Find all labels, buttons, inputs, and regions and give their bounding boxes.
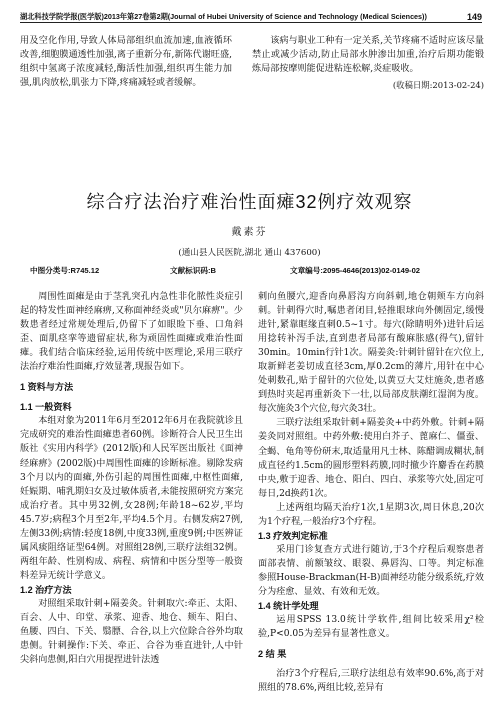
clc-number: 中图分类号:R745.12 [30,266,100,275]
received-date: (收稿日期:2013-02-24) [392,80,484,91]
body-left-column [20,290,243,667]
subsection-heading: 1.2 治疗方法 [20,584,72,595]
running-header [20,6,482,23]
previous-article-text-left: 用及空化作用,导致人体局部组织血流加速,血液循环改善,细胞膜通透性加强,离子重新分布,新陈代谢旺盛,组织中氢离子浓度减轻,酶活性加强,组织再生能力加强,肌肉放松,肌张力下降,疼痛减轻或者缓解。 [20,36,232,89]
body-paragraph: 刺向鱼腰穴,迎香向鼻唇沟方向斜刺,地仓朝颊车方向斜刺。针刺得穴时,嘱患者闭目,轻推眼球向外侧固定,缓慢进针,紧靠眶缘直刺0.5~1寸。每穴(除睛明外)进针后运用捻转补泻手法,直到患者局部有酸麻胀感(得气),留针30min。10min行针1次。隔姜灸:针刺针留针在穴位上,取新鲜老姜切成直径3cm,厚0.2cm的薄片,用针在中心处刺数孔,贴于留针的穴位处,以黄豆大艾炷施灸,患者感到热时夹起再重新灸下一壮,以局部皮肤潮红湿润为度。每次施灸3个穴位,每穴灸3壮。 [258,292,484,415]
body-paragraph: 治疗3个疗程后,三联疗法组总有效率90.6%,高于对照组的78.6%,两组比较,差异有 [258,669,484,694]
previous-article-text-right: 该病与职业工种有一定关系,关节疼痛不适时应该尽量禁止或减少活动,防止局部水肿渗出加重,治疗后期功能锻炼局部按摩则能促进粘连松解,炎症吸收。 [252,36,484,75]
author: 戴素芬 [231,227,268,238]
body-paragraph: 采用门诊复查方式进行随访,于3个疗程后观察患者面部表情、前额皱纹、眼裂、鼻唇沟、口等。判定标准参照House-Brackman(H-B)面神经功能分级系统,疗效分为痊愈、显效、有效和无效。 [258,544,484,597]
page-number: 149 [466,12,482,22]
article-metadata [30,265,490,276]
section-heading: 2 结 果 [258,649,287,660]
body-paragraph: 运用SPSS 13.0统计学软件,组间比较采用χ²检验,P<0.05为差异有显著性意义。 [258,615,484,640]
body-paragraph: 对照组采取针刺+隔姜灸。针刺取穴:牵正、太阳、百会、人中、印堂、承浆、迎香、地仓、颊车、阳白、鱼腰、四白、下关、翳膘、合谷,以上穴位除合谷外均取患侧。针刺操作:下关、牵正、合谷为垂直进针,人中针尖斜向患侧,阳白穴用提捏进针法透 [20,598,243,666]
previous-article-left-column [20,34,232,90]
section-heading: 1 资料与方法 [20,382,74,393]
body-paragraph: 上述两组均隔天治疗1次,1星期3次,周日休息,20次为1个疗程,一般治疗3个疗程。 [258,502,484,527]
article-number: 文章编号:2095-4646(2013)02-0149-02 [290,266,421,275]
previous-article-right-column [252,34,484,92]
subsection-heading: 1.4 统计学处理 [258,601,319,612]
body-paragraph: 本组对象为2011年6月至2012年6月在我院就诊且完成研究的难治性面瘫患者60例。诊断符合人民卫生出版社《实用内科学》(2012版)和人民军医出版社《面神经麻痹》(2002版)中周围性面瘫的诊断标准。剔除发病3个月以内的面瘫,外伤引起的周围性面瘫,中枢性面瘫,妊娠期、哺乳期妇女及过敏体质者,未能按照研究方案完成治疗者。其中男32例,女28例;年龄18~62岁,平均45.7岁;病程3个月至2年,平均4.5个月。右侧发病27例,左侧33例;病情:轻度18例,中度33例,重度9例;中医辨证属风痰阻络证型64例。对照组28例,三联疗法组32例。两组年龄、性别构成、病程、病情和中医分型等一般资料差异无统计学意义。 [20,416,243,581]
subsection-heading: 1.3 疗效判定标准 [258,530,328,541]
body-paragraph: 三联疗法组采取针刺+隔姜灸+中药外敷。针刺+隔姜灸同对照组。中药外敷:使用白芥子、蓖麻仁、僵蚕、全蝎、龟角等份研末,取适量用凡士林、陈醋调成糊状,制成直径约1.5cm的圆形塑料药膜,同时撤少许麝香在药膜中央,敷于迎香、地仓、阳白、四白、承浆等穴处,固定可每日,2d换药1次。 [258,418,484,499]
journal-name: 湖北科技学院学报(医学版)2013年第27卷第2期(Journal of Hubei University of Science and Technology (Medical Sciences)) [20,12,427,21]
document-code: 文献标识码:B [170,266,216,275]
body-right-column [258,290,484,695]
intro-paragraph: 周围性面瘫是由于茎乳突孔内急性非化脓性炎症引起的特发性面神经麻痹,又称面神经炎或"贝尔麻痹"。少数患者经过常规处理后,仍留下了如眼睑下垂、口角斜歪、面肌痉挛等遗留症状,称为顽固性面瘫或难治性面瘫。我们结合临床经验,运用传统中医理论,采用三联疗法治疗难治性面瘫,疗效显著,现报告如下。 [20,292,243,373]
subsection-heading: 1.1 一般资料 [20,402,72,413]
article-title: 综合疗法治疗难治性面瘫32例疗效观察 [86,192,413,212]
affiliation: (通山县人民医院,湖北 通山 437600) [178,248,321,258]
